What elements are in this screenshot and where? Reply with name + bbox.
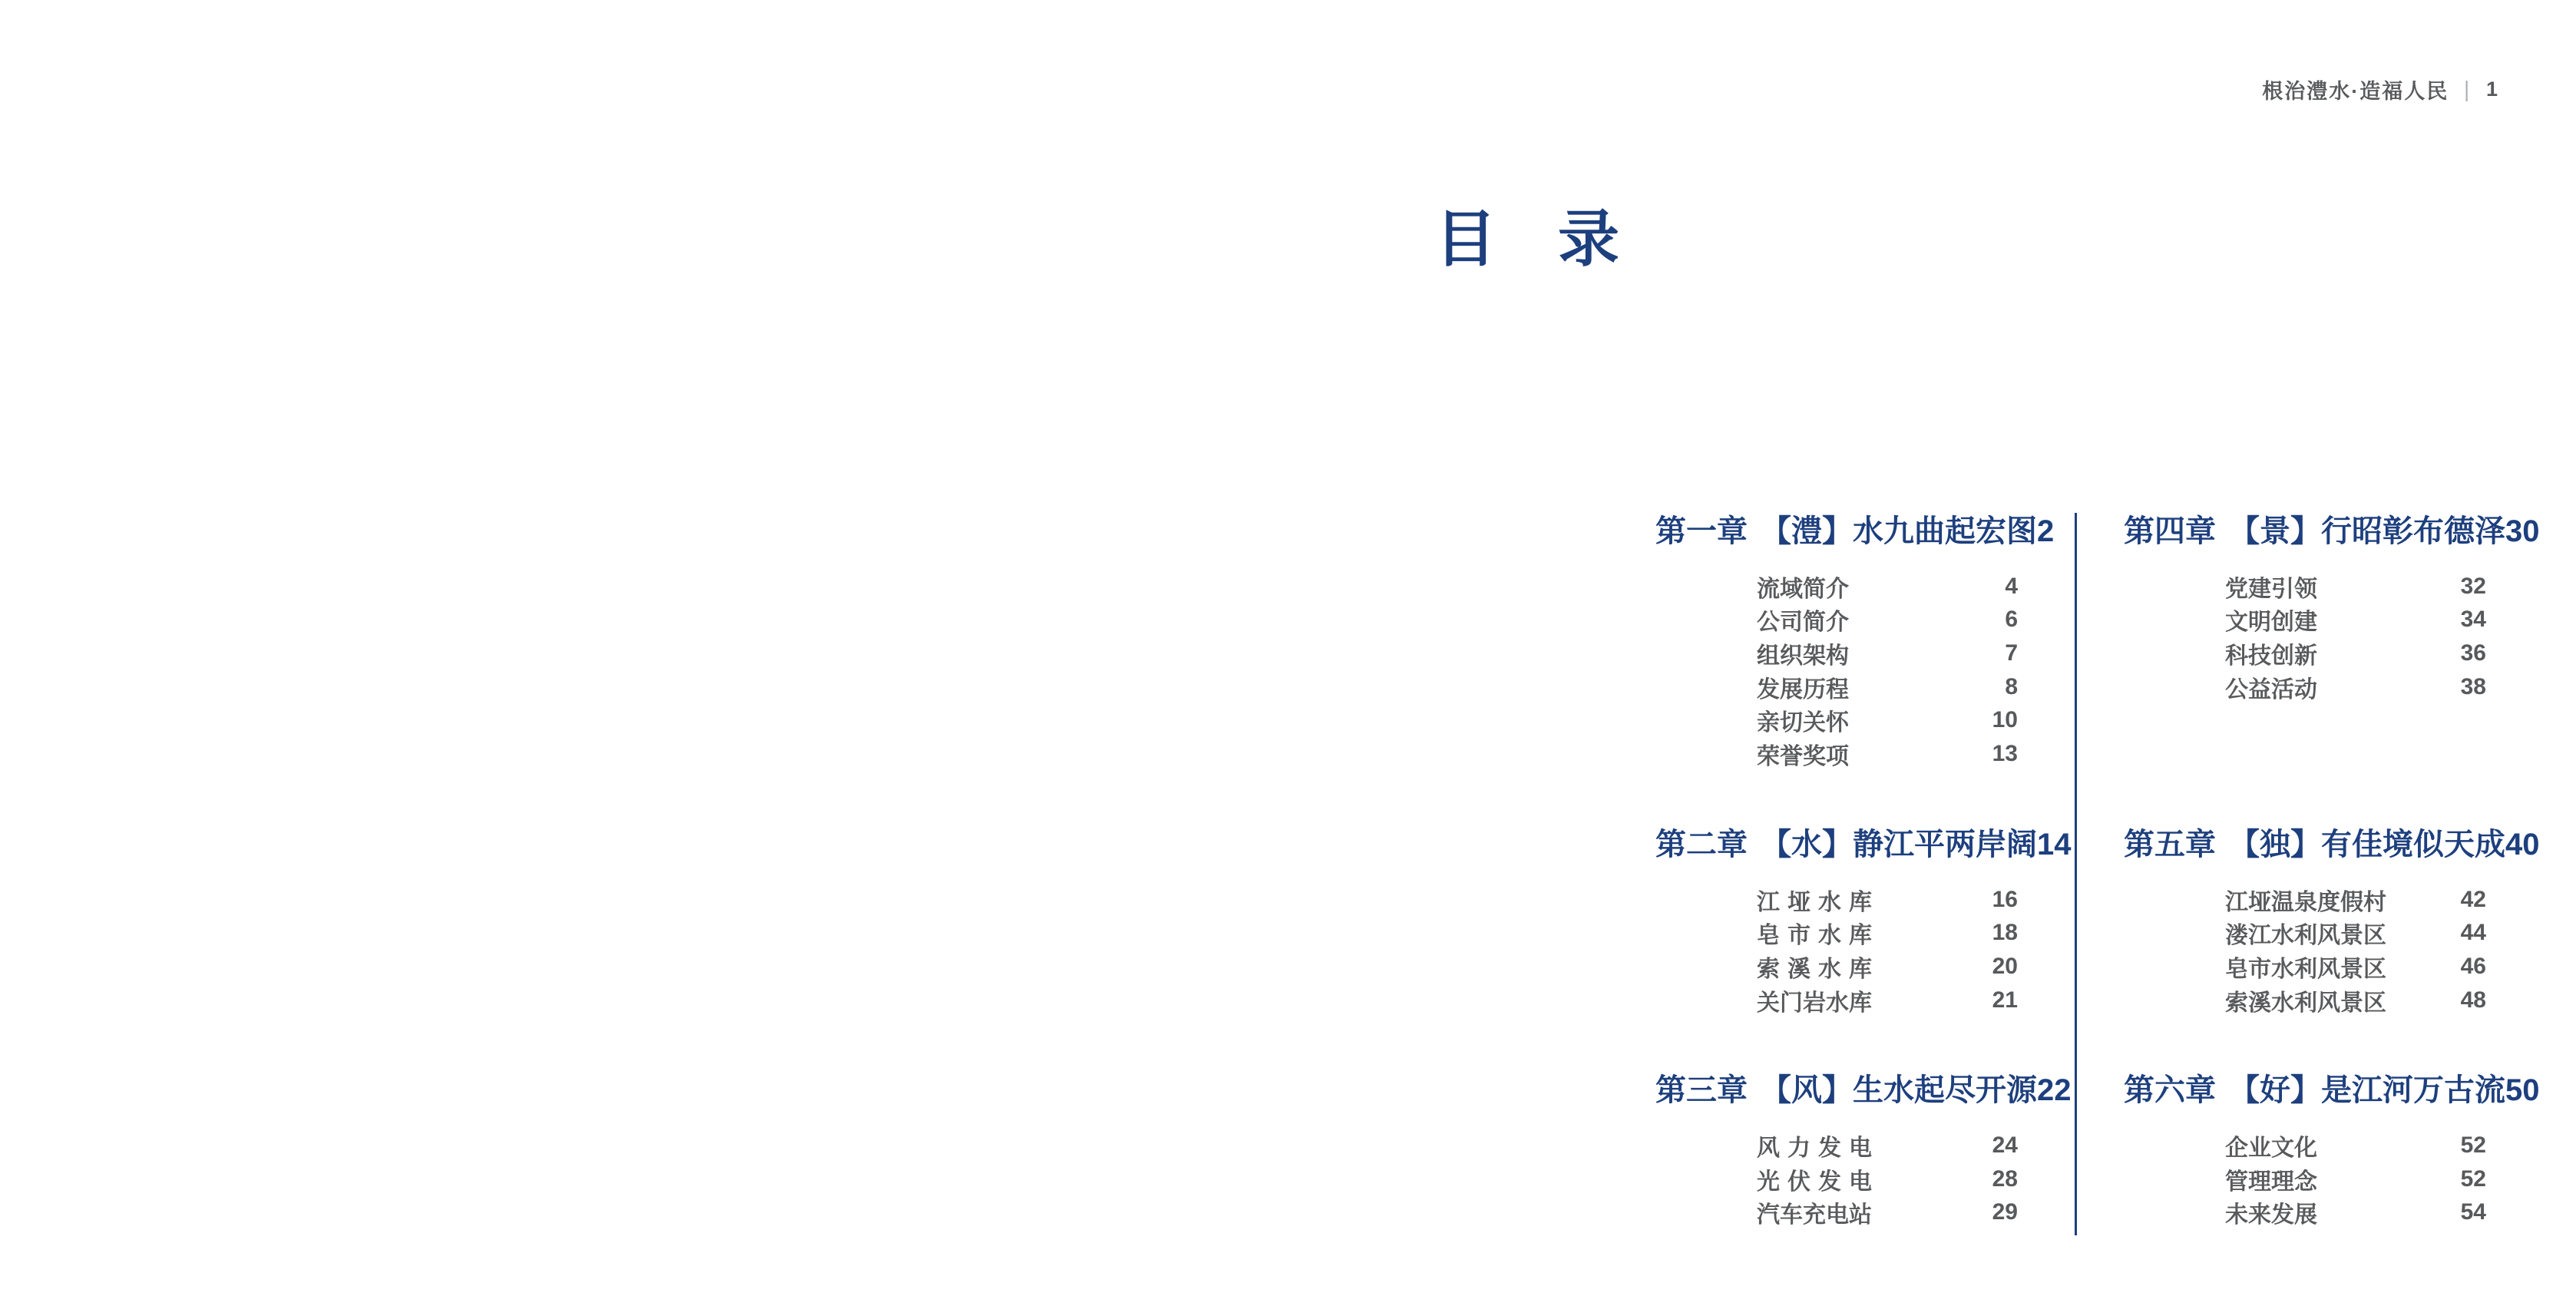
header-page-number: 1: [2485, 78, 2499, 101]
toc-item-label: 索溪水利风景区: [2225, 990, 2386, 1016]
toc-item-page-number: 21: [1992, 987, 2018, 1013]
toc-item-label: 皂市水库: [1757, 923, 1872, 949]
chapter-label: 第三章: [1655, 1073, 1748, 1108]
toc-section: [2124, 826, 2540, 1017]
toc-item: [1757, 883, 2018, 917]
toc-item-label: 江垭温泉度假村: [2225, 889, 2386, 915]
chapter-title: 【好】是江河万古流: [2229, 1073, 2505, 1108]
toc-item-page-number: 10: [1992, 707, 2018, 733]
toc-item: [2225, 917, 2486, 951]
chapter-label: 第五章: [2124, 828, 2216, 861]
toc-item: [1757, 570, 2018, 603]
page-title: 目 录: [1435, 204, 1619, 273]
chapter-title: 【澧】水九曲起宏图: [1761, 514, 2037, 548]
toc-item-label: 公益活动: [2225, 676, 2317, 703]
toc-item: [2225, 636, 2486, 670]
header-separator: |: [2464, 76, 2471, 102]
toc-item-page-number: 8: [2005, 673, 2018, 699]
toc-item-label: 文明创建: [2225, 610, 2317, 636]
toc-item: [1757, 603, 2018, 637]
toc-item-page-number: 54: [2460, 1199, 2486, 1225]
toc-item-page-number: 38: [2460, 673, 2486, 699]
toc-item-page-number: 29: [1992, 1199, 2018, 1225]
toc-item-page-number: 36: [2460, 640, 2486, 666]
toc-item: [2225, 1162, 2486, 1196]
header-slogan: 根治澧水·造福人民: [2262, 80, 2449, 103]
toc-item-page-number: 16: [1992, 886, 2018, 912]
toc-section: [2124, 1072, 2540, 1229]
toc-item-label: 发展历程: [1757, 676, 1849, 703]
toc-item: [1757, 670, 2018, 704]
toc-item-label: 江垭水库: [1757, 889, 1872, 915]
toc-item: [2225, 984, 2486, 1017]
toc-item-page-number: 32: [2460, 573, 2486, 599]
chapter-label: 第六章: [2124, 1073, 2216, 1108]
toc-item-page-number: 44: [2460, 920, 2486, 946]
chapter-title: 【风】生水起尽开源: [1761, 1073, 2037, 1108]
toc-item-label: 溇江水利风景区: [2225, 923, 2386, 949]
chapter-row: [2124, 826, 2540, 863]
toc-item-label: 科技创新: [2225, 643, 2317, 669]
chapter-page-number: 30: [2505, 514, 2540, 548]
column-divider: [2075, 513, 2077, 1235]
toc-item: [1757, 636, 2018, 670]
toc-item-page-number: 34: [2460, 607, 2486, 633]
toc-item: [1757, 703, 2018, 737]
toc-item-list: [2124, 1129, 2486, 1229]
chapter-page-number: 50: [2505, 1073, 2540, 1108]
toc-item-list: [1655, 883, 2018, 1017]
toc-item-page-number: 13: [1992, 740, 2018, 766]
toc-item-page-number: 52: [2460, 1132, 2486, 1159]
toc-item-label: 风力发电: [1757, 1136, 1872, 1162]
toc-column-right: [2124, 513, 2540, 1285]
toc-item-label: 光伏发电: [1757, 1169, 1872, 1195]
toc-item-label: 公司简介: [1757, 610, 1849, 636]
toc-item-label: 未来发展: [2225, 1202, 2317, 1228]
chapter-row: [2124, 1072, 2540, 1109]
toc-item-page-number: 6: [2005, 607, 2018, 633]
toc-section: [1655, 826, 2072, 1017]
toc-item-label: 关门岩水库: [1757, 990, 1872, 1016]
toc-item-list: [1655, 1129, 2018, 1229]
toc-item-label: 管理理念: [2225, 1169, 2317, 1195]
toc-item-page-number: 52: [2460, 1165, 2486, 1192]
chapter-page-number: 40: [2505, 828, 2540, 861]
chapter-page-number: 2: [2037, 514, 2055, 548]
toc-item-label: 亲切关怀: [1757, 710, 1849, 736]
toc-item: [2225, 603, 2486, 637]
toc-item-label: 皂市水利风景区: [2225, 956, 2386, 982]
toc-item-list: [1655, 570, 2018, 771]
chapter-page-number: 22: [2037, 1073, 2072, 1108]
toc-item-list: [2124, 570, 2486, 703]
chapter-title: 【水】静江平两岸阔: [1761, 828, 2037, 861]
toc-item-label: 企业文化: [2225, 1136, 2317, 1162]
toc-item: [1757, 984, 2018, 1017]
toc-item-page-number: 24: [1992, 1132, 2018, 1159]
toc-item-page-number: 48: [2460, 987, 2486, 1013]
chapter-title: 【独】有佳境似天成: [2229, 828, 2505, 861]
chapter-label: 第一章: [1655, 514, 1748, 548]
toc-item-label: 组织架构: [1757, 643, 1849, 669]
toc-item: [1757, 950, 2018, 984]
toc-item-page-number: 42: [2460, 886, 2486, 912]
toc-item: [2225, 670, 2486, 704]
toc-item: [2225, 570, 2486, 603]
toc-item: [2225, 1129, 2486, 1162]
toc-item: [1757, 1162, 2018, 1196]
toc-item-list: [2124, 883, 2486, 1017]
toc-item: [1757, 917, 2018, 951]
toc-item-label: 索溪水库: [1757, 956, 1872, 982]
toc-item-label: 党建引领: [2225, 576, 2317, 602]
toc-item: [2225, 1196, 2486, 1230]
toc-item-page-number: 46: [2460, 953, 2486, 979]
toc-item-label: 汽车充电站: [1757, 1202, 1872, 1228]
toc-item-page-number: 18: [1992, 920, 2018, 946]
chapter-row: [1655, 513, 2055, 550]
page-header: [2262, 74, 2499, 104]
toc-item: [1757, 1129, 2018, 1162]
toc-section: [1655, 513, 2055, 771]
toc-item: [2225, 883, 2486, 917]
toc-item: [1757, 1196, 2018, 1230]
toc-column-left: [1655, 513, 2072, 1285]
toc-item-page-number: 7: [2005, 640, 2018, 666]
toc-item-label: 荣誉奖项: [1757, 743, 1849, 769]
chapter-label: 第四章: [2124, 514, 2216, 548]
toc-item-label: 流域简介: [1757, 576, 1849, 602]
chapter-row: [1655, 1072, 2072, 1109]
chapter-row: [2124, 513, 2540, 550]
toc-item-page-number: 20: [1992, 953, 2018, 979]
toc-item-page-number: 28: [1992, 1165, 2018, 1192]
toc-item: [1757, 737, 2018, 771]
toc-section: [1655, 1072, 2072, 1229]
chapter-title: 【景】行昭彰布德泽: [2229, 514, 2505, 548]
chapter-row: [1655, 826, 2072, 863]
toc-item-page-number: 4: [2005, 573, 2018, 599]
chapter-label: 第二章: [1655, 828, 1748, 861]
toc-item: [2225, 950, 2486, 984]
toc-section: [2124, 513, 2540, 771]
chapter-page-number: 14: [2037, 828, 2072, 861]
